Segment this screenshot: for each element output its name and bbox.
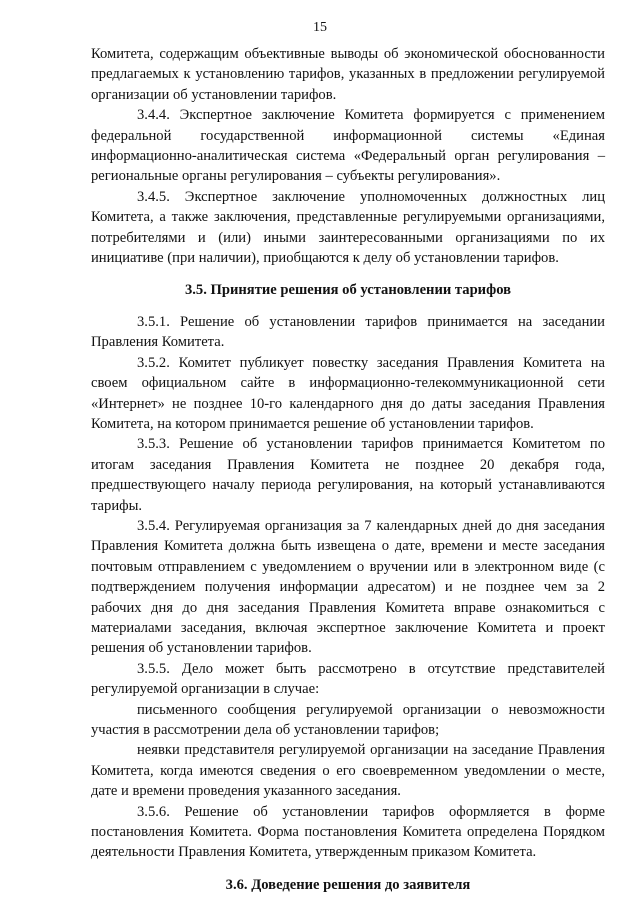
section-heading-3-5: 3.5. Принятие решения об установлении тарифов — [184, 282, 512, 299]
paragraph-3-4-4: 3.4.4. Экспертное заключение Комитета формируется с применением федеральной государственной информационной системы «Единая информационно-аналитическая система «Федеральный орган регулирования – региональные органы регулирования – субъекты регулирования». — [91, 107, 605, 185]
paragraph-continued: Комитета, содержащим объективные выводы об экономической обоснованности предлагаемых к установлению тарифов, указанных в предложении регулируемой организации об установлении тарифов. — [91, 46, 605, 103]
paragraph-3-5-3: 3.5.3. Решение об установлении тарифов принимается Комитетом по итогам заседания Правления Комитета не позднее 20 декабря года, предшествующего началу периода регулирования, на который устанавливаются тарифы. — [91, 436, 605, 514]
paragraph-3-5-4: 3.5.4. Регулируемая организация за 7 календарных дней до дня заседания Правления Комитета должна быть извещена о дате, времени и месте заседания почтовым отправлением с уведомлением о вручении или в электронном виде (с подтверждением получения информации адресатом) и не позднее чем за 2 рабочих дня до дня заседания Правления Комитета вправе ознакомиться с материалами заседания, включая экспертное заключение Комитета и проект решения об установлении тарифов. — [91, 517, 605, 657]
paragraph-3-5-2: 3.5.2. Комитет публикует повестку заседания Правления Комитета на своем официальном сайте в информационно-телекоммуникационной сети «Интернет» не позднее 10-го календарного дня до даты заседания Правления Комитета, на котором принимается решение об установлении тарифов. — [91, 354, 605, 432]
section-heading-3-6: 3.6. Доведение решения до заявителя — [225, 876, 471, 893]
page-number: 15 — [313, 20, 327, 35]
paragraph-3-5-5: 3.5.5. Дело может быть рассмотрено в отсутствие представителей регулируемой организации в случае: — [91, 660, 605, 698]
paragraph-3-4-5: 3.4.5. Экспертное заключение уполномоченных должностных лиц Комитета, а также заключения, представленные регулируемыми организациями, потребителями и (или) иными заинтересованными организациями по их инициативе (при наличии), приобщаются к делу об установлении тарифов. — [91, 188, 605, 267]
paragraph-3-5-6: 3.5.6. Решение об установлении тарифов оформляется в форме постановления Комитета. Форма постановления Комитета определена Порядком деятельности Правления Комитета, утвержденным приказом Комитета. — [91, 803, 605, 861]
paragraph-3-5-1: 3.5.1. Решение об установлении тарифов принимается на заседании Правления Комитета. — [91, 313, 605, 351]
list-item-written-notice: письменного сообщения регулируемой организации о невозможности участия в рассмотрении дела об установлении тарифов; — [91, 701, 605, 738]
list-item-non-appearance: неявки представителя регулируемой организации на заседание Правления Комитета, когда имеются сведения о его своевременном уведомлении о месте, дате и времени проведения указанного заседания. — [91, 742, 605, 800]
document-body — [91, 44, 605, 895]
